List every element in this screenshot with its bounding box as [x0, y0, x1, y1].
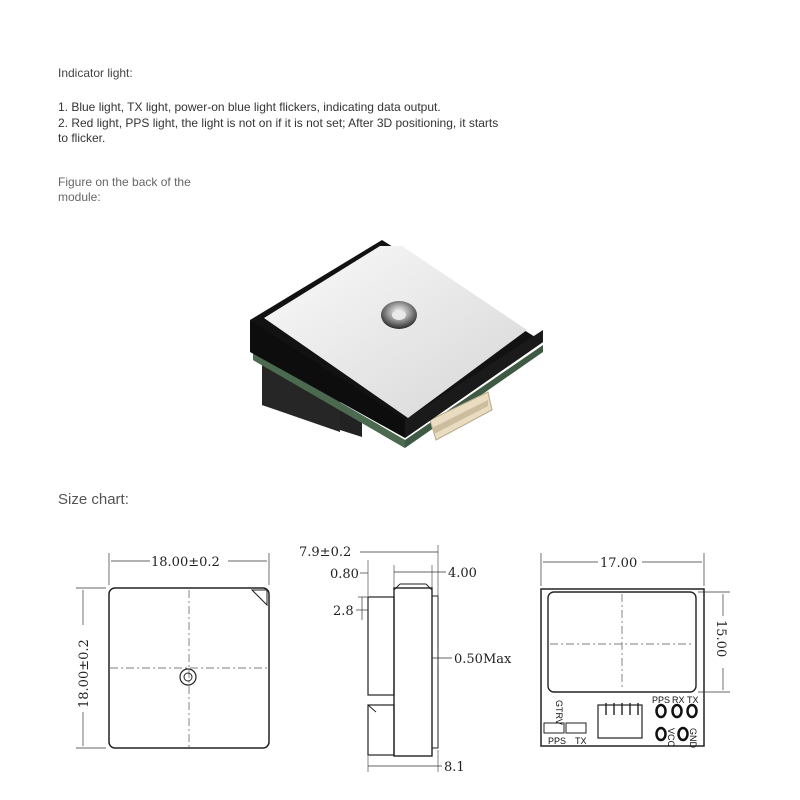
dim-side-e: 8.1	[444, 760, 465, 775]
module-render	[250, 240, 543, 448]
back-connector	[598, 705, 642, 738]
pin-rx-label: RX	[672, 695, 685, 705]
size-chart-heading: Size chart:	[58, 491, 129, 508]
indicator-red-note: 2. Red light, PPS light, the light is not on if it is not set; After 3D positioning, it starts to flicker.	[58, 116, 499, 145]
pin-pps-label: PPS	[652, 695, 671, 705]
indicator-blue-note: 1. Blue light, TX light, power-on blue light flickers, indicating data output.	[58, 100, 441, 114]
dim-side-a: 0.80	[330, 567, 359, 582]
dim-side-b: 4.00	[448, 566, 477, 581]
dim-back-height: 15.00	[713, 620, 728, 658]
dim-top-height: 18.00±0.2	[77, 639, 92, 708]
dim-back-width: 17.00	[600, 556, 638, 571]
indicator-heading: Indicator light:	[58, 66, 133, 80]
pin-vcc-label: VCC	[666, 728, 676, 748]
back-view-drawing	[541, 553, 730, 749]
dim-side-c: 2.8	[333, 604, 354, 619]
pin-gnd-label: GND	[688, 728, 698, 748]
figure-label: Figure on the back of the module:	[58, 175, 191, 204]
silk-label: GTRV	[554, 700, 564, 725]
pps-led-label: PPS	[548, 736, 567, 746]
tx-led-label: TX	[575, 736, 587, 746]
dim-side-total: 7.9±0.2	[299, 545, 352, 560]
dim-top-width: 18.00±0.2	[151, 555, 220, 570]
side-view-drawing	[299, 545, 512, 775]
top-view-drawing	[76, 553, 269, 748]
pin-tx-label: TX	[687, 695, 699, 705]
dim-side-d: 0.50Max	[454, 652, 512, 667]
